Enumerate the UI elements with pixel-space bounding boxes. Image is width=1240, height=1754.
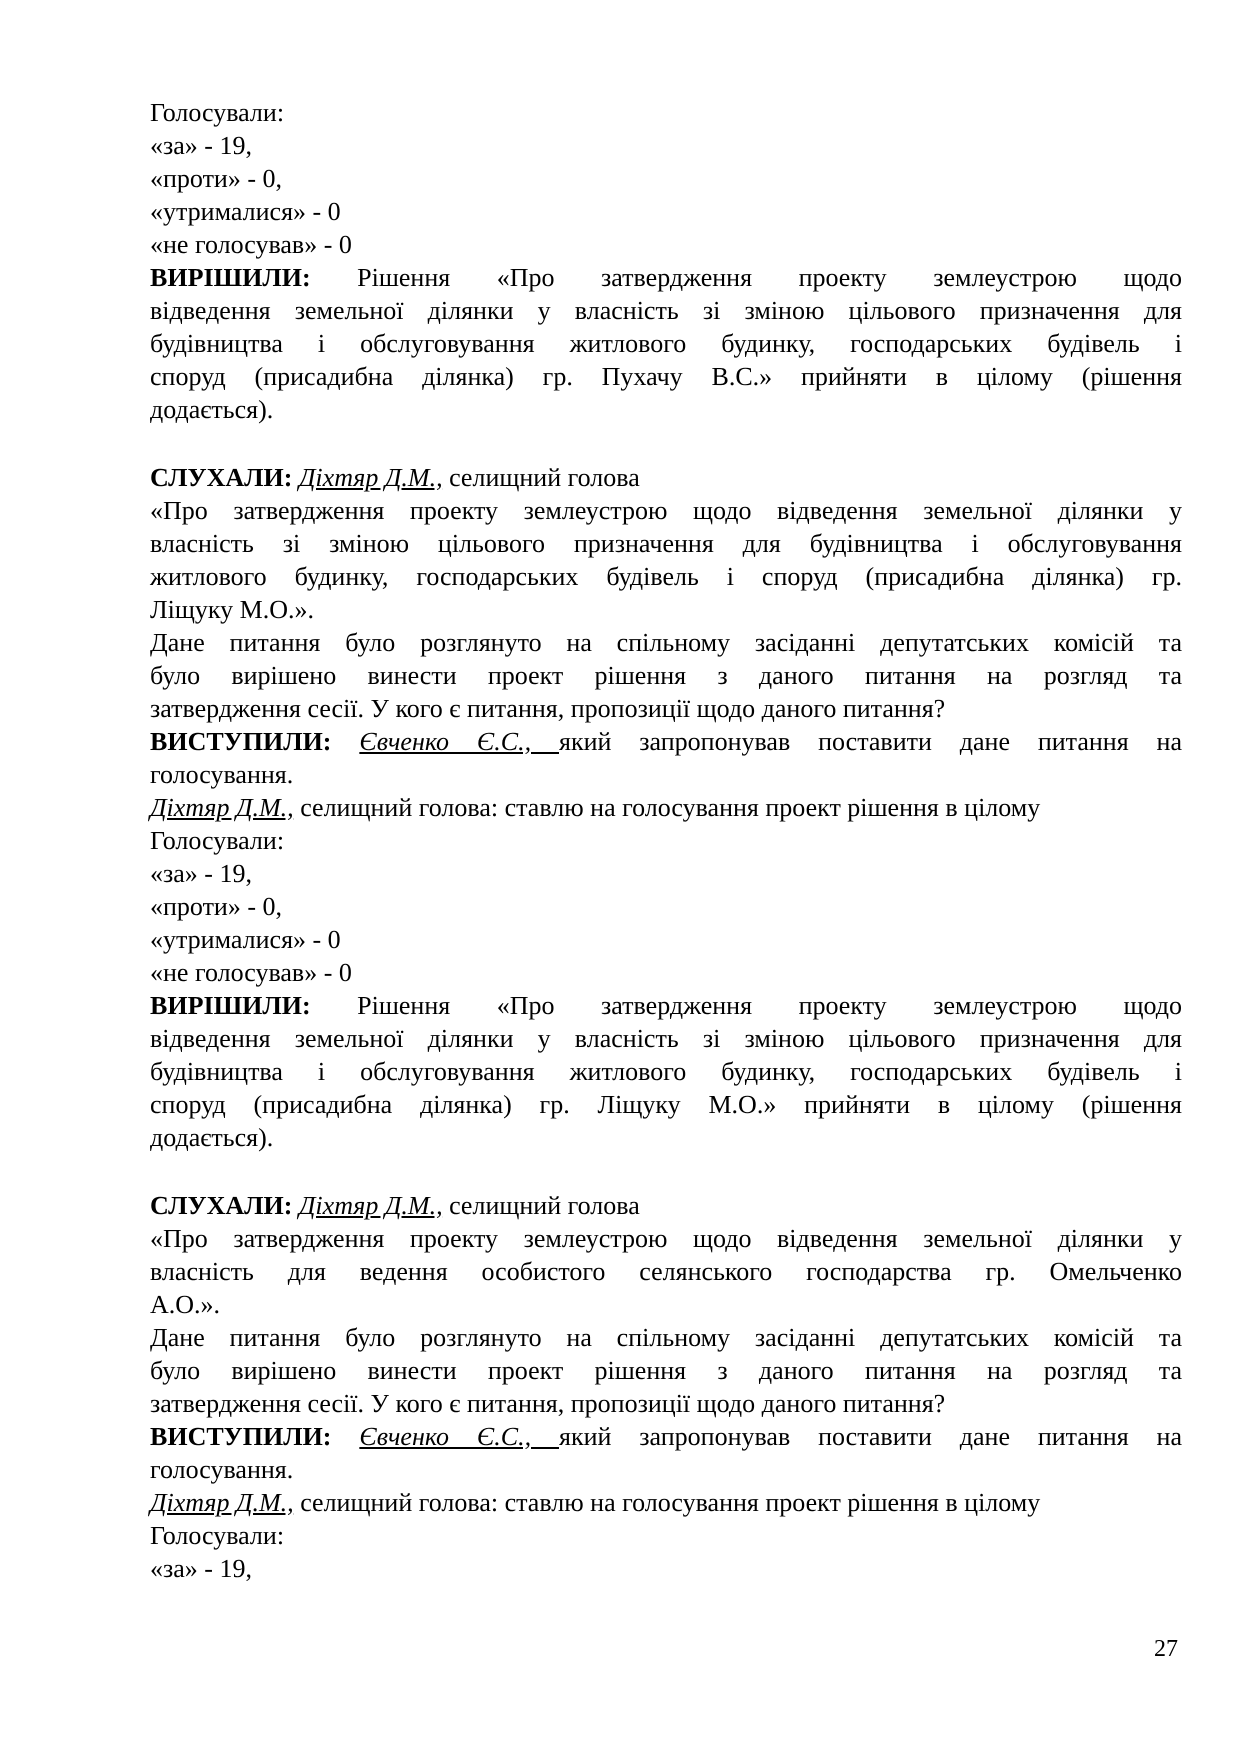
vote-abstain: «утрималися» - 0 xyxy=(150,925,341,954)
vote-against: «проти» - 0, xyxy=(150,164,283,193)
decision-line: ВИРІШИЛИ: Рішення «Про затвердження проекту землеустрою щодо xyxy=(150,991,1182,1020)
decision-line: споруд (присадибна ділянка) гр. Ліщуку М.О.» прийняти в цілому (рішення xyxy=(150,1090,1182,1119)
topic-line: житлового будинку, господарських будівель і споруд (присадибна ділянка) гр. xyxy=(150,562,1182,591)
speaker-name: Діхтяр Д.М., xyxy=(298,1191,443,1220)
speaker-name: Євченко Є.С., xyxy=(359,727,559,756)
decision-line: споруд (присадибна ділянка) гр. Пухачу В.С.» прийняти в цілому (рішення xyxy=(150,362,1182,391)
vote-against: «проти» - 0, xyxy=(150,892,283,921)
paragraph-line: Дане питання було розглянуто на спільному засіданні депутатських комісій та xyxy=(150,628,1182,657)
decision-line: ВИРІШИЛИ: Рішення «Про затвердження проекту землеустрою щодо xyxy=(150,263,1182,292)
topic-line: «Про затвердження проекту землеустрою щодо відведення земельної ділянки у xyxy=(150,496,1182,525)
vote-not-voted: «не голосував» - 0 xyxy=(150,958,352,987)
heard-label: СЛУХАЛИ: xyxy=(150,463,293,492)
vote-abstain: «утрималися» - 0 xyxy=(150,197,341,226)
decision-label: ВИРІШИЛИ: xyxy=(150,991,311,1020)
topic-line: «Про затвердження проекту землеустрою щодо відведення земельної ділянки у xyxy=(150,1224,1182,1253)
decision-line: додається). xyxy=(150,1123,274,1152)
spoke-line: ВИСТУПИЛИ: Євченко Є.С., який запропонував поставити дане питання на xyxy=(150,727,1182,756)
paragraph-line: було вирішено винести проект рішення з даного питання на розгляд та xyxy=(150,1356,1182,1385)
paragraph-line: затвердження сесії. У кого є питання, пропозиції щодо даного питання? xyxy=(150,1389,946,1418)
spoke-line: голосування. xyxy=(150,760,294,789)
speaker-name: Діхтяр Д.М., xyxy=(150,1488,294,1517)
vote-for: «за» - 19, xyxy=(150,1554,252,1583)
heard-label: СЛУХАЛИ: xyxy=(150,1191,293,1220)
spoke-label: ВИСТУПИЛИ: xyxy=(150,727,332,756)
vote-for: «за» - 19, xyxy=(150,859,252,888)
heard-line: СЛУХАЛИ: Діхтяр Д.М., селищний голова xyxy=(150,463,640,492)
votes-label: Голосували: xyxy=(150,98,285,127)
decision-line: відведення земельної ділянки у власність зі зміною цільового призначення для xyxy=(150,296,1182,325)
paragraph-line: було вирішено винести проект рішення з даного питання на розгляд та xyxy=(150,661,1182,690)
page-number: 27 xyxy=(1154,1636,1178,1662)
paragraph-line: затвердження сесії. У кого є питання, пропозиції щодо даного питання? xyxy=(150,694,946,723)
topic-line: власність для ведення особистого селянського господарства гр. Омельченко xyxy=(150,1257,1182,1286)
vote-not-voted: «не голосував» - 0 xyxy=(150,230,352,259)
decision-label: ВИРІШИЛИ: xyxy=(150,263,311,292)
decision-line: будівництва і обслуговування житлового будинку, господарських будівель і xyxy=(150,329,1182,358)
speaker-name: Діхтяр Д.М., xyxy=(298,463,443,492)
chair-line: Діхтяр Д.М., селищний голова: ставлю на голосування проект рішення в цілому xyxy=(150,793,1041,822)
paragraph-line: Дане питання було розглянуто на спільному засіданні депутатських комісій та xyxy=(150,1323,1182,1352)
vote-for: «за» - 19, xyxy=(150,131,252,160)
votes-label: Голосували: xyxy=(150,1521,285,1550)
document-page xyxy=(150,96,1182,1585)
chair-line: Діхтяр Д.М., селищний голова: ставлю на голосування проект рішення в цілому xyxy=(150,1488,1041,1517)
topic-line: Ліщуку М.О.». xyxy=(150,595,315,624)
decision-line: будівництва і обслуговування житлового будинку, господарських будівель і xyxy=(150,1057,1182,1086)
decision-line: додається). xyxy=(150,395,274,424)
spoke-line: голосування. xyxy=(150,1455,294,1484)
topic-line: власність зі зміною цільового призначення для будівництва і обслуговування xyxy=(150,529,1182,558)
votes-label: Голосували: xyxy=(150,826,285,855)
decision-line: відведення земельної ділянки у власність зі зміною цільового призначення для xyxy=(150,1024,1182,1053)
topic-line: А.О.». xyxy=(150,1290,221,1319)
speaker-name: Діхтяр Д.М., xyxy=(150,793,294,822)
heard-line: СЛУХАЛИ: Діхтяр Д.М., селищний голова xyxy=(150,1191,640,1220)
spoke-label: ВИСТУПИЛИ: xyxy=(150,1422,332,1451)
spoke-line: ВИСТУПИЛИ: Євченко Є.С., який запропонував поставити дане питання на xyxy=(150,1422,1182,1451)
speaker-name: Євченко Є.С., xyxy=(359,1422,559,1451)
